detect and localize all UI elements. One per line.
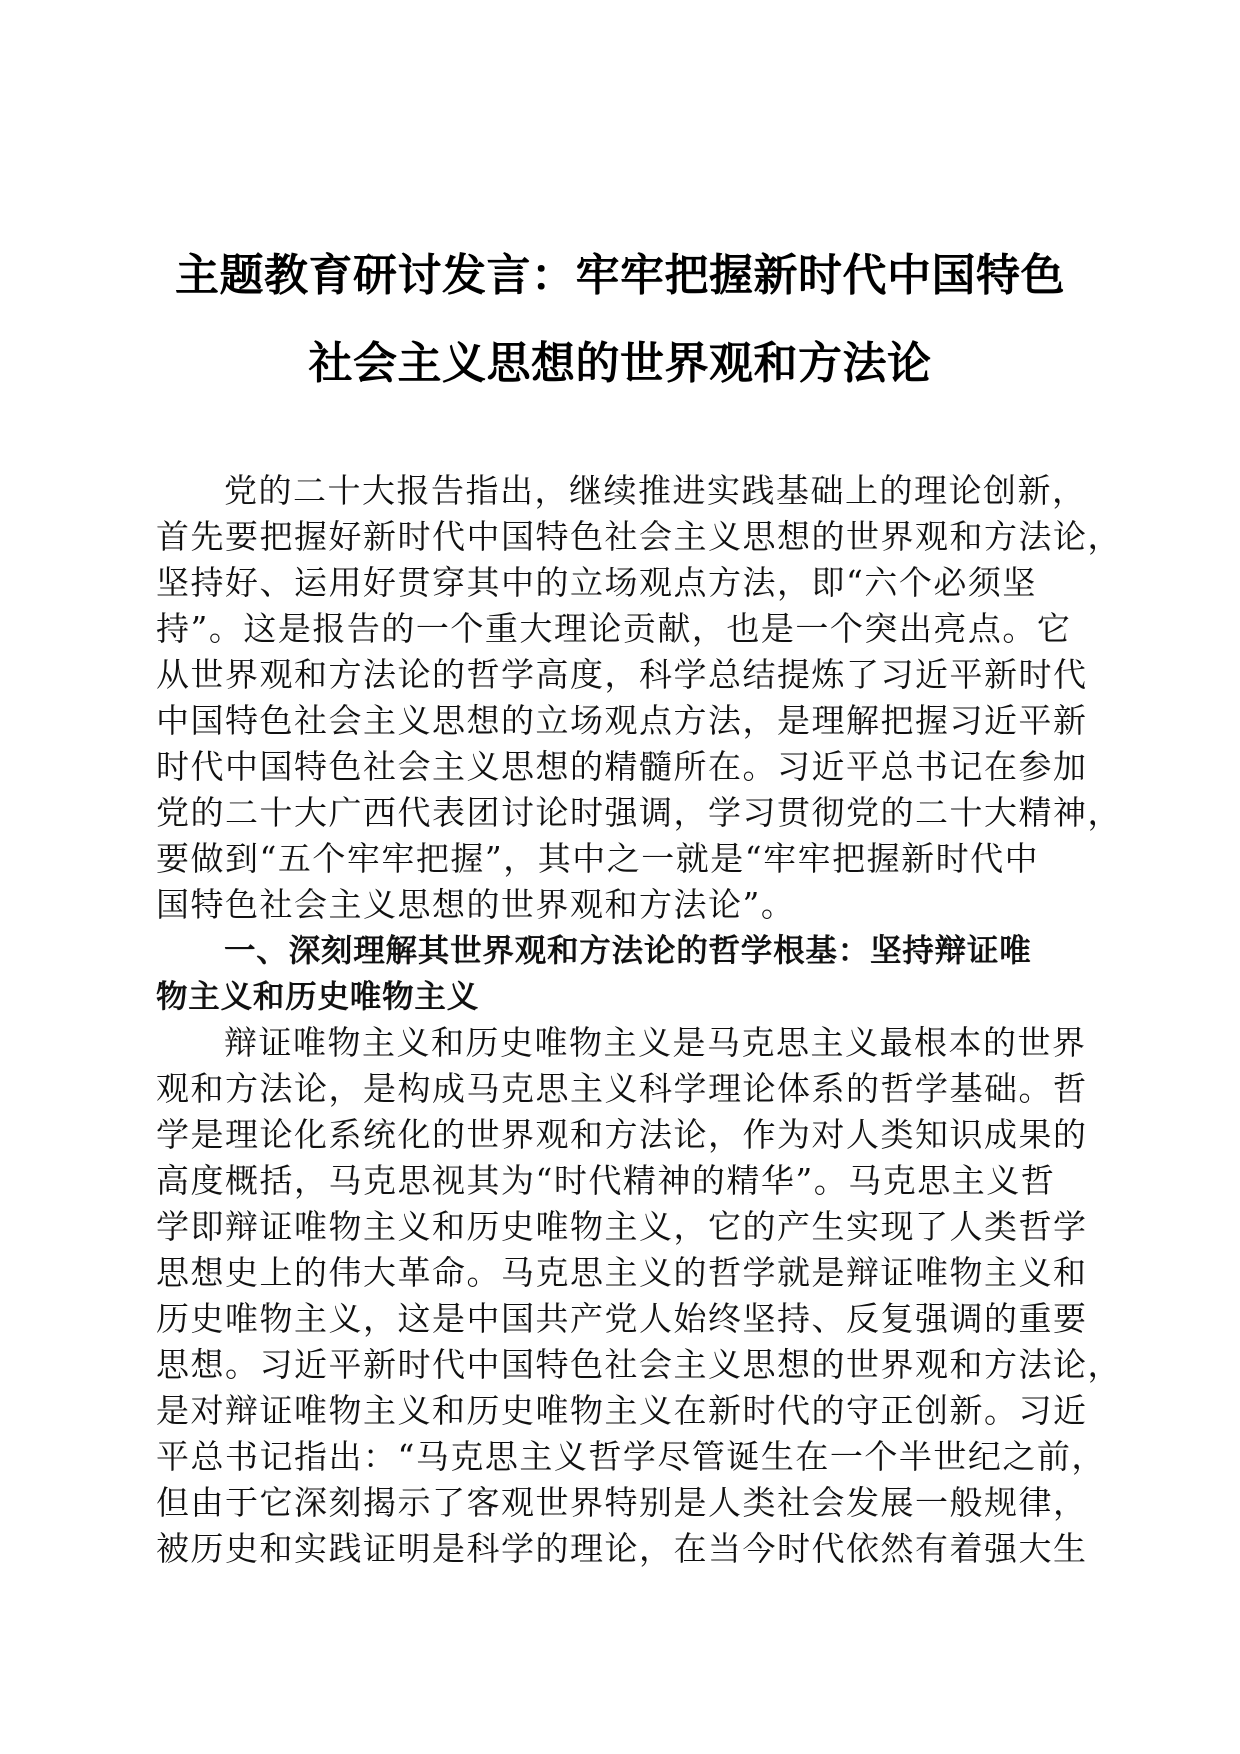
text-line: 学即辩证唯物主义和历史唯物主义，它的产生实现了人类哲学 — [156, 1207, 1088, 1246]
title-line: 社会主义思想的世界观和方法论 — [308, 338, 932, 389]
text-line: 观和方法论，是构成马克思主义科学理论体系的哲学基础。哲 — [156, 1069, 1088, 1108]
text-line: 党的二十大广西代表团讨论时强调，学习贯彻党的二十大精神， — [156, 793, 1122, 832]
heading-line: 物主义和历史唯物主义 — [156, 979, 480, 1015]
text-line: 首先要把握好新时代中国特色社会主义思想的世界观和方法论， — [156, 517, 1122, 556]
text-line: 思想史上的伟大革命。马克思主义的哲学就是辩证唯物主义和 — [156, 1253, 1088, 1292]
text-line: 从世界观和方法论的哲学高度，科学总结提炼了习近平新时代 — [156, 655, 1088, 694]
text-line: 学是理论化系统化的世界观和方法论，作为对人类知识成果的 — [156, 1115, 1088, 1154]
text-line: 被历史和实践证明是科学的理论，在当今时代依然有着强大生 — [156, 1529, 1088, 1568]
text-line: 要做到“五个牢牢把握”，其中之一就是“牢牢把握新时代中 — [156, 839, 1040, 878]
text-line: 持”。这是报告的一个重大理论贡献，也是一个突出亮点。它 — [156, 609, 1072, 648]
text-line: 国特色社会主义思想的世界观和方法论”。 — [156, 885, 796, 924]
document-body — [156, 468, 1122, 1572]
paragraph-section-1 — [156, 1020, 1122, 1572]
text-line: 时代中国特色社会主义思想的精髓所在。习近平总书记在参加 — [156, 747, 1088, 786]
text-line: 思想。习近平新时代中国特色社会主义思想的世界观和方法论， — [156, 1345, 1122, 1384]
text-line: 高度概括，马克思视其为“时代精神的精华”。马克思主义哲 — [156, 1161, 1056, 1200]
text-line: 中国特色社会主义思想的立场观点方法，是理解把握习近平新 — [156, 701, 1088, 740]
document-title — [150, 232, 1090, 408]
text-line: 坚持好、运用好贯穿其中的立场观点方法，即“六个必须坚 — [156, 563, 1037, 602]
text-line: 平总书记指出：“马克思主义哲学尽管诞生在一个半世纪之前， — [156, 1437, 1106, 1476]
title-line: 主题教育研讨发言：牢牢把握新时代中国特色 — [175, 250, 1065, 301]
text-line: 辩证唯物主义和历史唯物主义是马克思主义最根本的世界 — [224, 1023, 1087, 1062]
text-line: 是对辩证唯物主义和历史唯物主义在新时代的守正创新。习近 — [156, 1391, 1088, 1430]
text-line: 但由于它深刻揭示了客观世界特别是人类社会发展一般规律， — [156, 1483, 1088, 1522]
heading-line: 一、深刻理解其世界观和方法论的哲学根基：坚持辩证唯 — [224, 933, 1032, 969]
text-line: 历史唯物主义，这是中国共产党人始终坚持、反复强调的重要 — [156, 1299, 1088, 1338]
text-line: 党的二十大报告指出，继续推进实践基础上的理论创新， — [224, 471, 1087, 510]
paragraph-intro — [156, 468, 1122, 928]
section-heading-1 — [156, 928, 1084, 1020]
